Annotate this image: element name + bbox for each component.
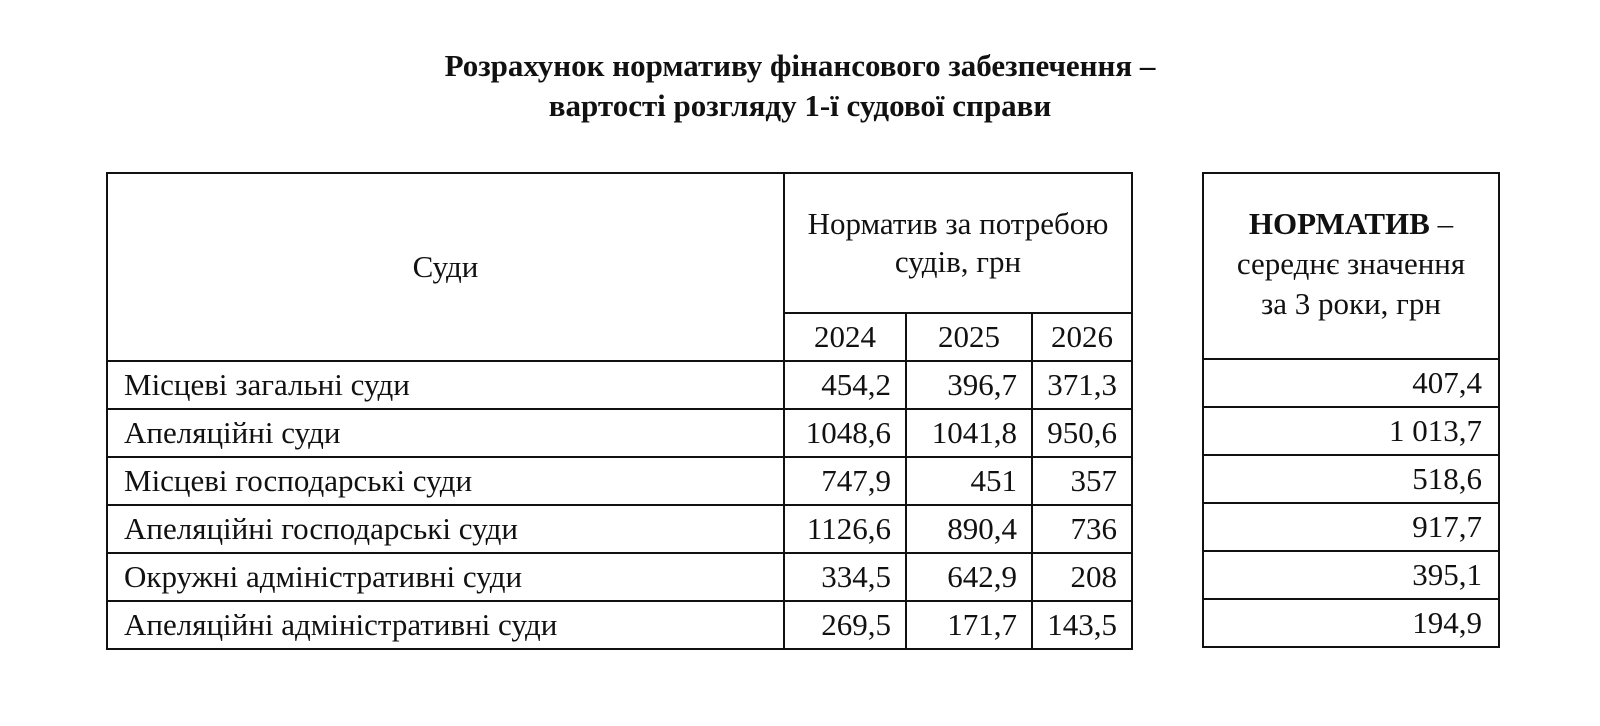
table-row [107, 457, 1132, 505]
average-value: 194,9 [1203, 599, 1499, 647]
value-2026: 143,5 [1032, 601, 1132, 649]
year-2026-header: 2026 [1032, 313, 1132, 361]
average-value: 917,7 [1203, 503, 1499, 551]
table-row [1203, 599, 1499, 647]
table-row [107, 601, 1132, 649]
average-normative-table [1202, 172, 1500, 648]
value-2024: 334,5 [784, 553, 906, 601]
value-2024: 269,5 [784, 601, 906, 649]
average-value: 518,6 [1203, 455, 1499, 503]
need-normative-header-line-2: судів, грн [894, 244, 1022, 279]
value-2025: 642,9 [906, 553, 1032, 601]
average-normative-header [1203, 173, 1499, 359]
table-row [1203, 503, 1499, 551]
value-2026: 208 [1032, 553, 1132, 601]
title-line-2: вартості розгляду 1-ї судової справи [548, 88, 1052, 123]
court-name: Апеляційні суди [107, 409, 784, 457]
value-2025: 890,4 [906, 505, 1032, 553]
table-row [107, 409, 1132, 457]
court-name: Апеляційні адміністративні суди [107, 601, 784, 649]
average-value: 407,4 [1203, 359, 1499, 407]
table-row [107, 361, 1132, 409]
average-value: 1 013,7 [1203, 407, 1499, 455]
value-2024: 1048,6 [784, 409, 906, 457]
header-row [107, 173, 1132, 313]
average-normative-header-line-3: за 3 роки, грн [1261, 286, 1441, 321]
value-2026: 357 [1032, 457, 1132, 505]
value-2026: 371,3 [1032, 361, 1132, 409]
value-2024: 747,9 [784, 457, 906, 505]
need-normative-header [784, 173, 1132, 313]
year-2025-header: 2025 [906, 313, 1032, 361]
value-2025: 451 [906, 457, 1032, 505]
value-2024: 1126,6 [784, 505, 906, 553]
court-name: Місцеві господарські суди [107, 457, 784, 505]
court-name: Окружні адміністративні суди [107, 553, 784, 601]
courts-normative-table [106, 172, 1133, 650]
average-normative-header-line-2: середнє значення [1236, 246, 1466, 281]
value-2026: 950,6 [1032, 409, 1132, 457]
normative-bold-label: НОРМАТИВ [1248, 206, 1430, 241]
value-2025: 171,7 [906, 601, 1032, 649]
need-normative-header-line-1: Норматив за потребою [807, 206, 1109, 241]
table-row [1203, 407, 1499, 455]
value-2026: 736 [1032, 505, 1132, 553]
average-value: 395,1 [1203, 551, 1499, 599]
average-normative-header-line-1 [1204, 204, 1498, 244]
court-name: Місцеві загальні суди [107, 361, 784, 409]
table-row [1203, 551, 1499, 599]
year-2024-header: 2024 [784, 313, 906, 361]
value-2025: 1041,8 [906, 409, 1032, 457]
title-line-1: Розрахунок нормативу фінансового забезпечення – [444, 48, 1156, 83]
normative-dash: – [1429, 206, 1454, 241]
document-title [0, 46, 1600, 126]
value-2025: 396,7 [906, 361, 1032, 409]
value-2024: 454,2 [784, 361, 906, 409]
side-header-row [1203, 173, 1499, 359]
table-row [107, 553, 1132, 601]
table-row [1203, 455, 1499, 503]
table-row [1203, 359, 1499, 407]
courts-column-header: Суди [107, 173, 784, 361]
table-row [107, 505, 1132, 553]
court-name: Апеляційні господарські суди [107, 505, 784, 553]
